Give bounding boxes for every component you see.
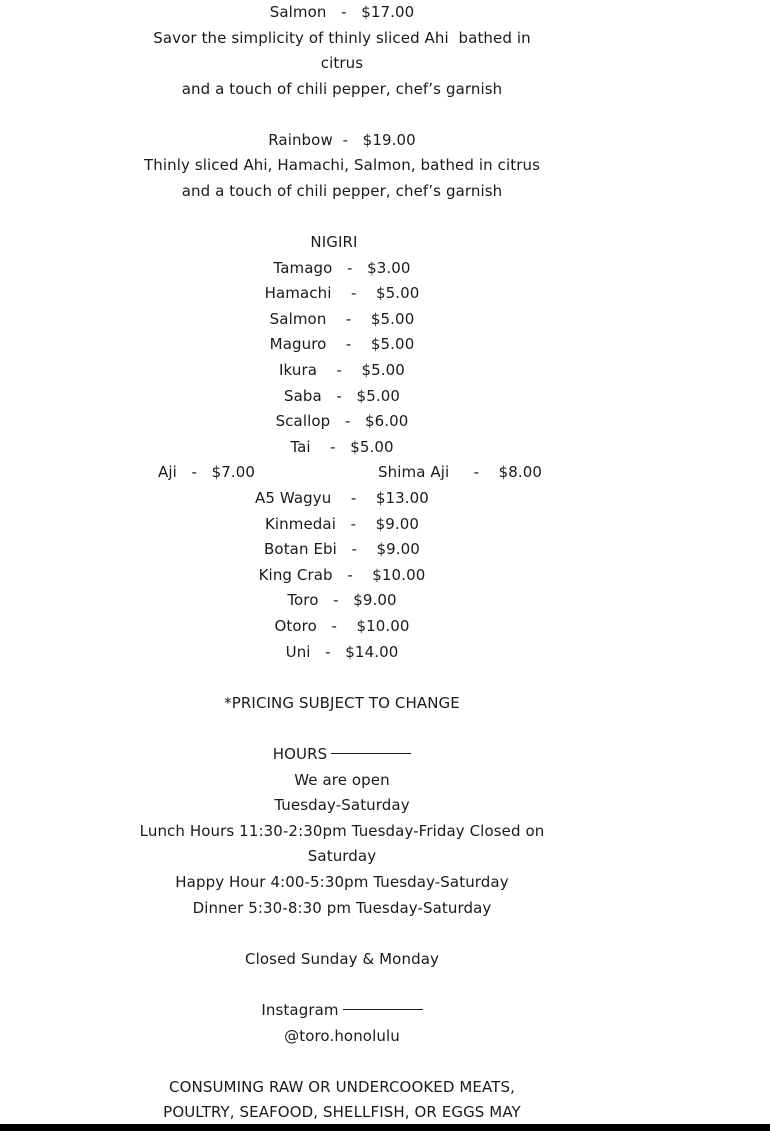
hours-heading-rule	[331, 753, 411, 754]
instagram-heading-label: Instagram	[261, 1001, 339, 1019]
hours-lunch-line-1: Lunch Hours 11:30-2:30pm Tuesday-Friday Closed on	[139, 822, 545, 840]
nigiri-item: Scallop - $6.00	[275, 412, 409, 430]
instagram-handle-link[interactable]: @toro.honolulu	[284, 1027, 400, 1045]
bottom-bar	[0, 1124, 770, 1131]
nigiri-item: King Crab - $10.00	[258, 566, 426, 584]
disclaimer-line-1: CONSUMING RAW OR UNDERCOOKED MEATS,	[169, 1078, 515, 1096]
instagram-heading-rule	[343, 1009, 423, 1010]
nigiri-item: A5 Wagyu - $13.00	[255, 489, 429, 507]
nigiri-item: Ikura - $5.00	[279, 361, 405, 379]
nigiri-item: Salmon - $5.00	[269, 310, 415, 328]
nigiri-item: Maguro - $5.00	[269, 335, 415, 353]
hours-heading	[0, 744, 684, 764]
hours-open: We are open	[294, 771, 390, 789]
instagram-heading	[0, 1000, 684, 1020]
nigiri-item: Tamago - $3.00	[273, 259, 411, 277]
nigiri-item: Otoro - $10.00	[274, 617, 410, 635]
nigiri-item: Kinmedai - $9.00	[264, 515, 420, 533]
salmon-description-line-3: and a touch of chili pepper, chef’s garnish	[181, 80, 503, 98]
rainbow-description-line-1: Thinly sliced Ahi, Hamachi, Salmon, bathed in citrus	[143, 156, 541, 174]
hours-closed: Closed Sunday & Monday	[245, 950, 439, 968]
nigiri-item: Tai - $5.00	[290, 438, 394, 456]
pricing-note: *PRICING SUBJECT TO CHANGE	[224, 694, 460, 712]
hours-heading-label: HOURS	[272, 745, 328, 763]
hours-dinner: Dinner 5:30-8:30 pm Tuesday-Saturday	[192, 899, 492, 917]
hours-days: Tuesday-Saturday	[274, 796, 410, 814]
rainbow-description-line-2: and a touch of chili pepper, chef’s garnish	[181, 182, 503, 200]
nigiri-item-shima-aji: Shima Aji - $8.00	[378, 463, 543, 481]
disclaimer-line-2: POULTRY, SEAFOOD, SHELLFISH, OR EGGS MAY	[163, 1103, 521, 1121]
salmon-description-line-1: Savor the simplicity of thinly sliced Ahi bathed in	[153, 29, 531, 47]
menu-item-salmon-sashimi: Salmon - $17.00	[269, 3, 415, 21]
nigiri-item-aji: Aji - $7.00	[158, 463, 256, 481]
salmon-description-line-2: citrus	[320, 54, 364, 72]
hours-happy-hour: Happy Hour 4:00-5:30pm Tuesday-Saturday	[175, 873, 509, 891]
nigiri-item: Saba - $5.00	[284, 387, 400, 405]
nigiri-item: Uni - $14.00	[285, 643, 399, 661]
nigiri-heading: NIGIRI	[310, 233, 358, 251]
hours-lunch-line-2: Saturday	[307, 847, 377, 865]
nigiri-item: Hamachi - $5.00	[264, 284, 420, 302]
nigiri-item: Botan Ebi - $9.00	[264, 540, 420, 558]
nigiri-item: Toro - $9.00	[287, 591, 397, 609]
menu-item-rainbow-sashimi: Rainbow - $19.00	[268, 131, 416, 149]
